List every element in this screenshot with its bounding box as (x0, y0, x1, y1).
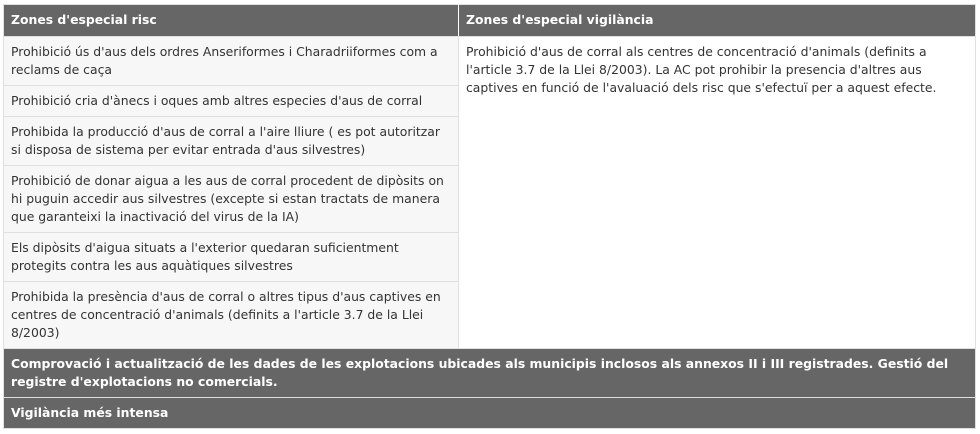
registry-check-cell: Comprovació i actualització de les dades de les explotacions ubicades als municipis inclosos als annexos II i III registrades. Gestió del registre d'explotacions no comercials. (4, 349, 976, 398)
risk-measure-cell: Prohibició ús d'aus dels ordres Anseriformes i Charadriiformes com a reclams de caça (4, 37, 459, 86)
zones-measures-table (3, 4, 976, 429)
intense-surveillance-cell: Vigilància més intensa (4, 398, 976, 429)
risk-measure-cell: Els dipòsits d'aigua situats a l'exterior quedaran suficientment protegits contra les aus aquàtiques silvestres (4, 233, 459, 282)
header-special-surveillance: Zones d'especial vigilància (459, 5, 976, 37)
table-row (4, 37, 976, 86)
table-footer-row (4, 398, 976, 429)
table-footer-row (4, 349, 976, 398)
risk-measure-cell: Prohibició cria d'ànecs i oques amb altres especies d'aus de corral (4, 86, 459, 117)
risk-measure-cell: Prohibida la presència d'aus de corral o altres tipus d'aus captives en centres de concentració d'animals (definits a l'article 3.7 de la Llei 8/2003) (4, 282, 459, 349)
risk-measure-cell: Prohibició de donar aigua a les aus de corral procedent de dipòsits on hi puguin accedir aus silvestres (excepte si estan tractats de manera que garanteixi la inactivació del virus de la IA) (4, 166, 459, 233)
surveillance-measure-cell: Prohibició d'aus de corral als centres de concentració d'animals (definits a l'article 3.7 de la Llei 8/2003). La AC pot prohibir la presencia d'altres aus captives en funció de l'avaluació dels risc que s'efectuï per a aquest efecte. (459, 37, 976, 349)
table-header-row (4, 5, 976, 37)
header-special-risk: Zones d'especial risc (4, 5, 459, 37)
risk-measure-cell: Prohibida la producció d'aus de corral a l'aire lliure ( es pot autoritzar si disposa de sistema per evitar entrada d'aus silvestres) (4, 117, 459, 166)
